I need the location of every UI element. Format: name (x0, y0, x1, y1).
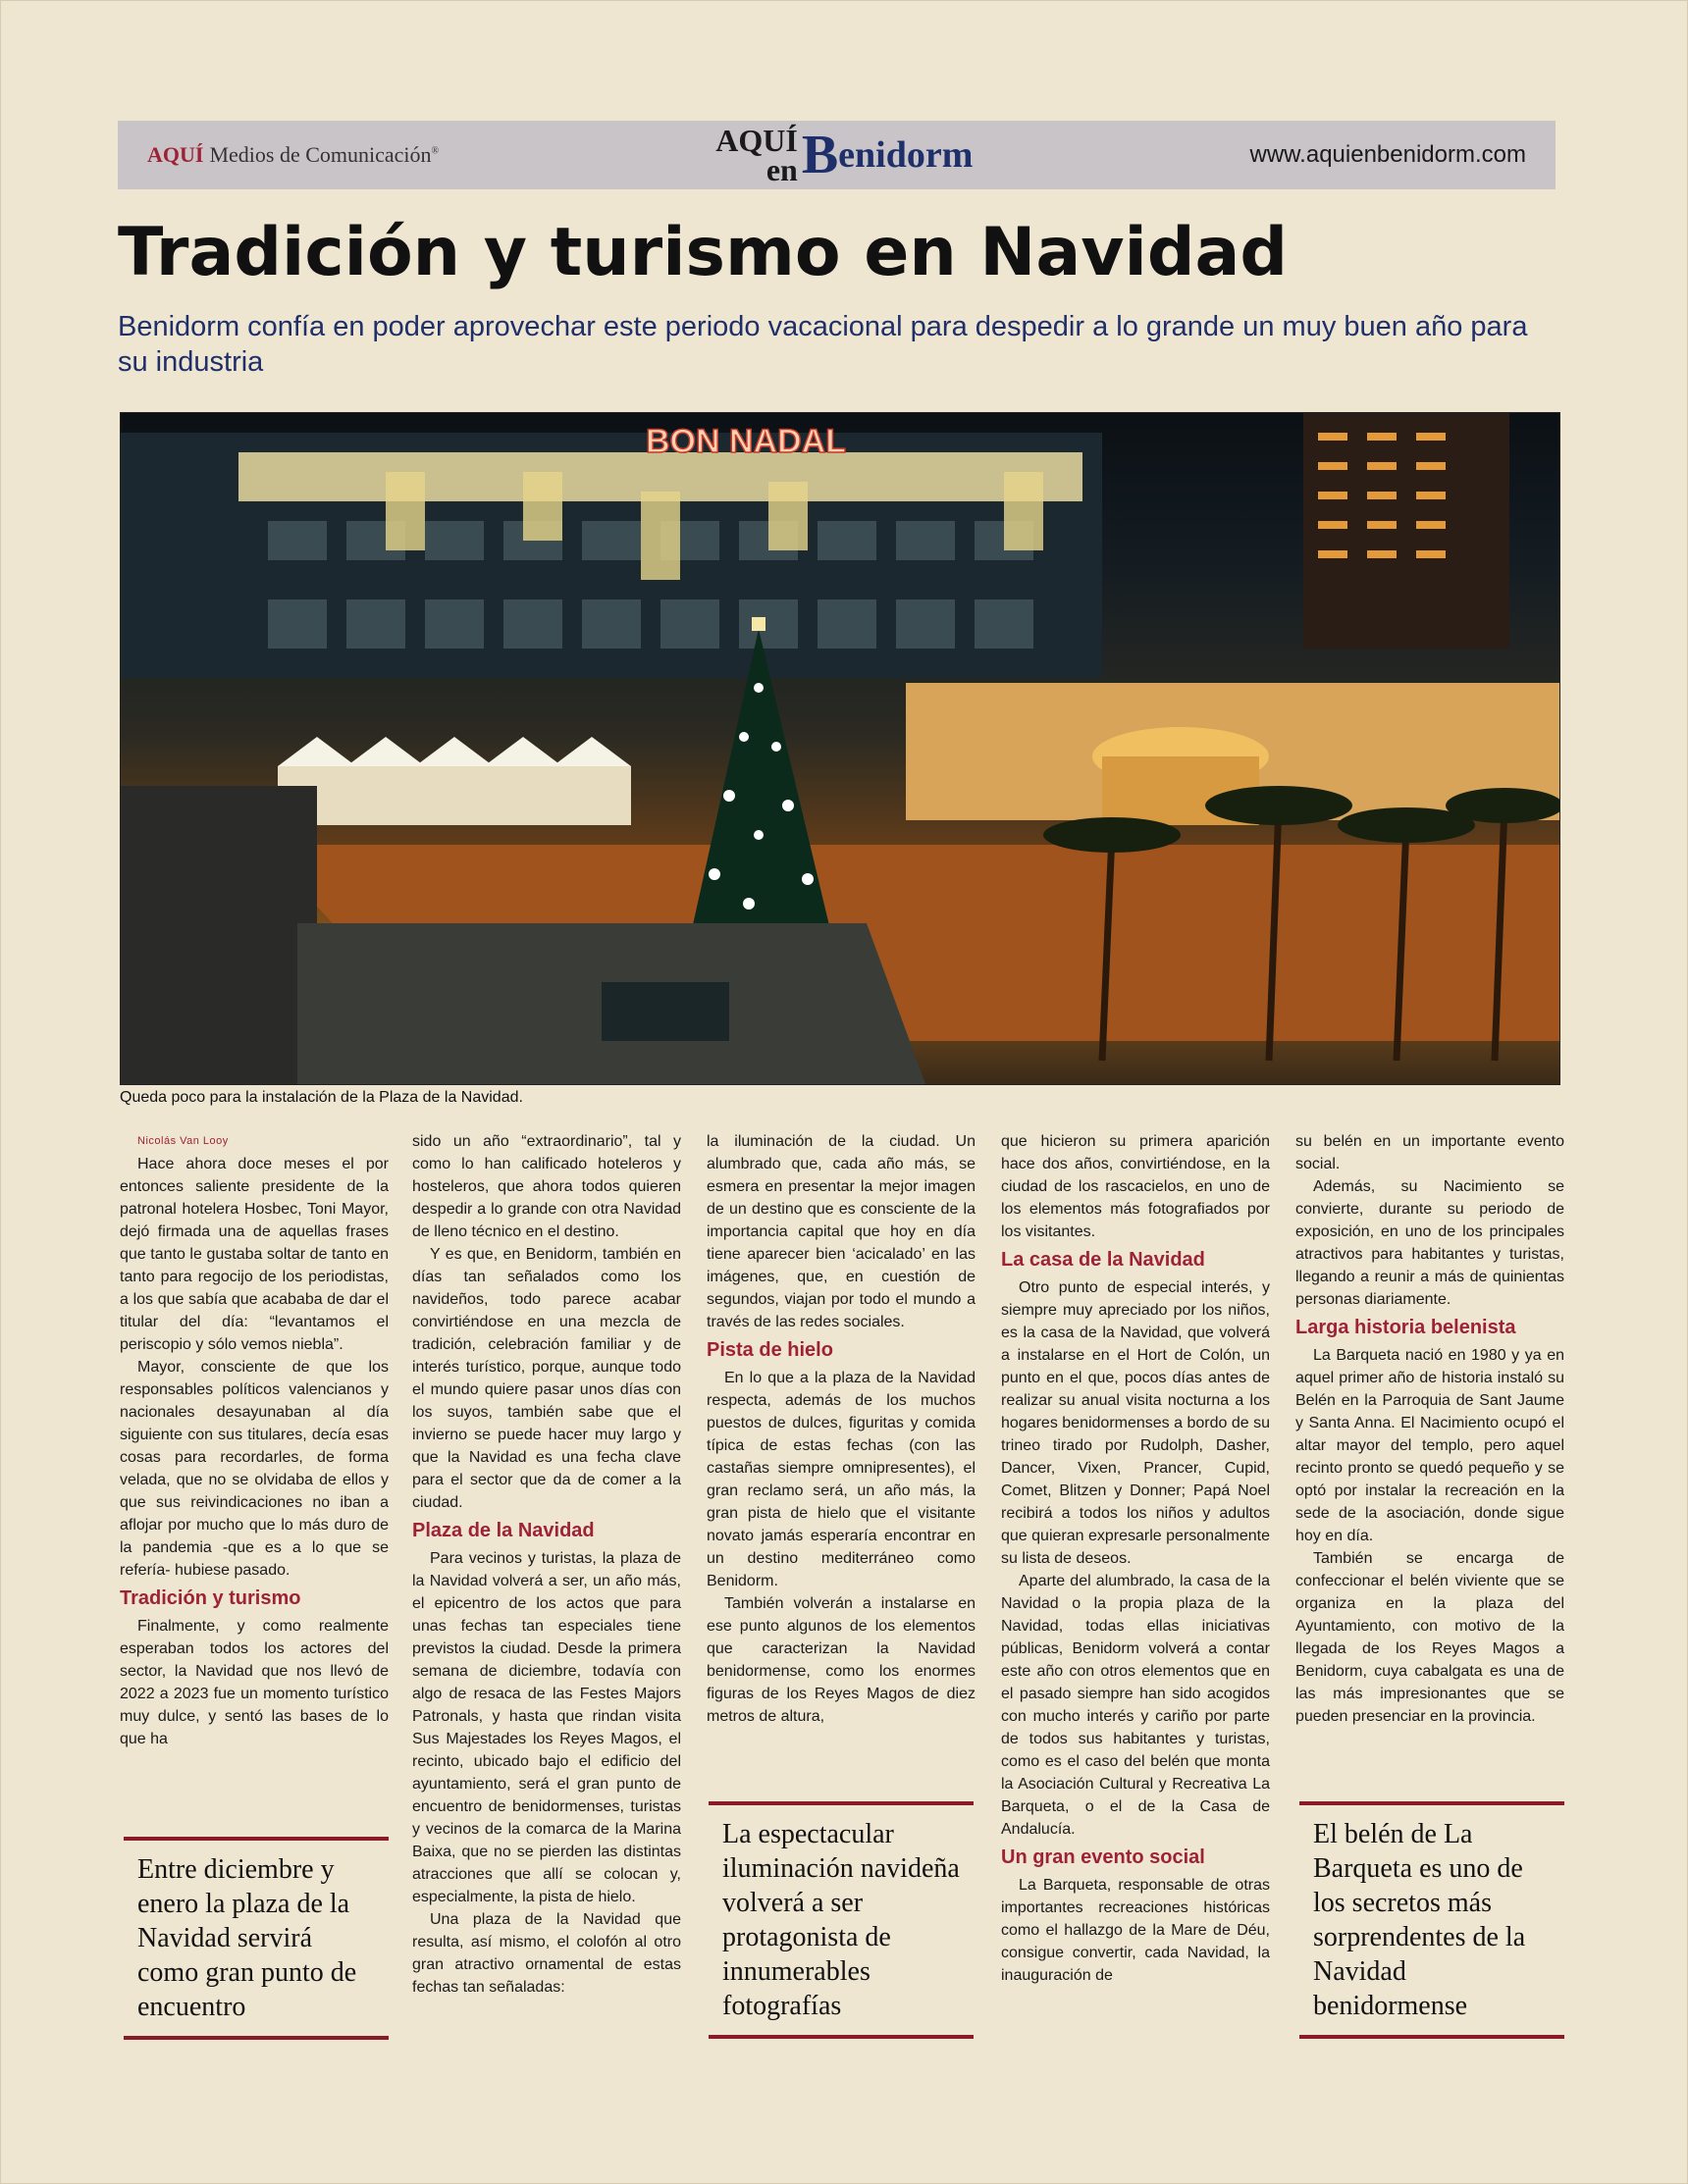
paragraph: Una plaza de la Navidad que resulta, así mismo, el colofón al otro gran atractivo ornamental de estas fechas tan señaladas: (412, 1911, 681, 1996)
masthead-bar (118, 121, 1556, 189)
article-column-5 (1295, 1130, 1564, 1728)
article-column-2 (412, 1130, 681, 1999)
paragraph: su belén en un importante evento social. (1295, 1133, 1564, 1172)
article-column-1 (120, 1130, 389, 1750)
newspaper-logo (715, 123, 974, 187)
paragraph: Además, su Nacimiento se convierte, durante su periodo de exposición, en uno de los principales atractivos para habitantes y turistas, llegando a reunir a más de quinientas personas diariamente. (1295, 1178, 1564, 1308)
christmas-plaza-illustration (121, 413, 1559, 1084)
paragraph: Y es que, en Benidorm, también en días tan señalados como los navideños, todo parece acabar convirtiéndose en una mezcla de tradición, celebración familiar y de interés turístico, porque, aunque todo el mundo quiere pasar unos días con los suyos, también sabe que el invierno se puede hacer muy largo y que la Navidad es una fecha clave para el sector que da de comer a la ciudad. (412, 1246, 681, 1511)
paragraph: Otro punto de especial interés, y siempre muy apreciado por los niños, es la casa de la Navidad, que volverá a instalarse en el Hort de Colón, un punto en el que, pocos días antes de realizar su anual visita nocturna a los hogares benidormenses a bordo de su trineo tirado por Rudolph, Dasher, Dancer, Vixen, Prancer, Cupid, Comet, Blitzen y Donner; Papá Noel recibirá a todos los niños y adultos que quieran expresarle personalmente su lista de deseos. (1001, 1279, 1270, 1567)
paragraph: También se encarga de confeccionar el belén viviente que se organiza en la plaza del Ayuntamiento, con motivo de la llegada de los Reyes Magos a Benidorm, cuya cabalgata es una de las más impresionantes que se pueden presenciar en la provincia. (1295, 1550, 1564, 1725)
website-url[interactable]: www.aquienbenidorm.com (1249, 141, 1526, 168)
paragraph: Finalmente, y como realmente esperaban todos los actores del sector, la Navidad que nos llevó de 2022 a 2023 fue un momento turístico muy dulce, y sentó las bases de lo que ha (120, 1618, 389, 1747)
publisher-brand: AQUÍ (147, 142, 204, 167)
paragraph: que hicieron su primera aparición hace dos años, convirtiéndose, en la ciudad de los rascacielos, en uno de los elementos más fotografiados por los visitantes. (1001, 1133, 1270, 1240)
article-headline: Tradición y turismo en Navidad (118, 214, 1289, 291)
paragraph: También volverán a instalarse en ese punto algunos de los elementos que caracterizan la Navidad benidormense, como los enormes figuras de los Reyes Magos de diez metros de altura, (707, 1595, 976, 1725)
logo-aqui: AQUÍ (715, 123, 798, 158)
logo-stack (715, 123, 798, 187)
paragraph: Mayor, consciente de que los responsables políticos valencianos y nacionales desayunaban al día siguiente con sus titulares, decía esas cosas para recordarles, de forma velada, que no se olvidaba de ellos y que sus reivindicaciones no iban a aflojar por mucho que lo más duro de la pandemia -que es a lo que se refería- hubiese pasado. (120, 1359, 389, 1579)
paragraph: Aparte del alumbrado, la casa de la Navidad o la propia plaza de la Navidad, todas ellas iniciativas públicas, Benidorm volverá a contar este año con otros elementos que en el pasado siempre han sido acogidos con mucho interés y cariño por parte de todos sus habitantes y turistas, como es el caso del belén que monta la Asociación Cultural y Recreativa La Barqueta, o el de la Casa de Andalucía. (1001, 1573, 1270, 1838)
logo-en: en (765, 152, 798, 187)
pull-quote: La espectacular iluminación navideña volverá a ser protagonista de innumerables fotografías (709, 1801, 974, 2039)
paragraph: La Barqueta nació en 1980 y ya en aquel primer año de historia instaló su Belén en la Parroquia de Sant Jaume y Santa Anna. El Nacimiento ocupó el altar mayor del templo, pero aquel recinto pronto se quedó pequeño y se optó por instalar la recreación en la sede de la asociación, donde sigue hoy en día. (1295, 1347, 1564, 1544)
photo-caption: Queda poco para la instalación de la Plaza de la Navidad. (120, 1089, 523, 1106)
article-photo (120, 412, 1560, 1085)
paragraph: En lo que a la plaza de la Navidad respecta, además de los muchos puestos de dulces, figuritas y comida típica de estas fechas (con las castañas siempre omnipresentes), el gran reclamo será, un año más, la gran pista de hielo que el visitante novato jamás esperaría encontrar en un destino mediterráneo como Benidorm. (707, 1370, 976, 1589)
article-column-4 (1001, 1130, 1270, 1987)
section-heading: Plaza de la Navidad (412, 1520, 595, 1541)
publisher-tagline: Medios de Comunicación (209, 142, 432, 167)
section-heading: La casa de la Navidad (1001, 1249, 1205, 1271)
logo-city: enidorm (838, 134, 974, 176)
paragraph: La Barqueta, responsable de otras importantes recreaciones históricas como el hallazgo de la Mare de Déu, consigue convertir, cada Navidad, la inauguración de (1001, 1877, 1270, 1984)
section-heading: Larga historia belenista (1295, 1317, 1516, 1338)
section-heading: Pista de hielo (707, 1339, 833, 1361)
author-byline: Nicolás Van Looy (137, 1135, 229, 1147)
section-heading: Tradición y turismo (120, 1587, 301, 1609)
article-column-3 (707, 1130, 976, 1728)
publisher-name: AQUÍ Medios de Comunicación® (147, 142, 440, 167)
logo-initial: B (801, 125, 839, 185)
bon-nadal-sign: BON NADAL (646, 423, 846, 460)
pull-quote: Entre diciembre y enero la plaza de la Navidad servirá como gran punto de encuentro (124, 1837, 389, 2040)
pull-quote: El belén de La Barqueta es uno de los secretos más sorprendentes de la Navidad benidormense (1299, 1801, 1564, 2039)
paragraph: la iluminación de la ciudad. Un alumbrado que, cada año más, se esmera en presentar la mejor imagen de un destino que es consciente de la importancia capital que hoy en día tiene aparecer bien ‘acicalado’ en las imágenes, que, en cuestión de segundos, viajan por todo el mundo a través de las redes sociales. (707, 1133, 976, 1330)
section-heading: Un gran evento social (1001, 1846, 1205, 1868)
paragraph: Hace ahora doce meses el por entonces saliente presidente de la patronal hotelera Hosbec, Toni Mayor, dejó firmada una de aquellas frases que tanto le gustaba soltar de tanto en tanto para regocijo de los periodistas, a los que sabía que acababa de dar el titular del día: “levantamos el periscopio y sólo vemos niebla”. (120, 1156, 389, 1353)
paragraph: Para vecinos y turistas, la plaza de la Navidad volverá a ser, un año más, el epicentro de los actos que para unas fechas tan especiales tiene previstos la ciudad. Desde la primera semana de diciembre, todavía con algo de resaca de las Festes Majors Patronals, y hasta que rindan visita Sus Majestades los Reyes Magos, el recinto, ubicado bajo el edificio del ayuntamiento, será el gran punto de encuentro de benidormenses, turistas y vecinos de la comarca de la Marina Baixa, que no se pierden las distintas atracciones que allí se colocan y, especialmente, la pista de hielo. (412, 1550, 681, 1905)
article-subtitle: Benidorm confía en poder aprovechar este periodo vacacional para despedir a lo grande un muy buen año para su industria (118, 311, 1528, 378)
paragraph: sido un año “extraordinario”, tal y como lo han calificado hoteleros y hosteleros, que ahora todos quieren despedir a lo grande con otra Navidad de lleno técnico en el destino. (412, 1133, 681, 1240)
